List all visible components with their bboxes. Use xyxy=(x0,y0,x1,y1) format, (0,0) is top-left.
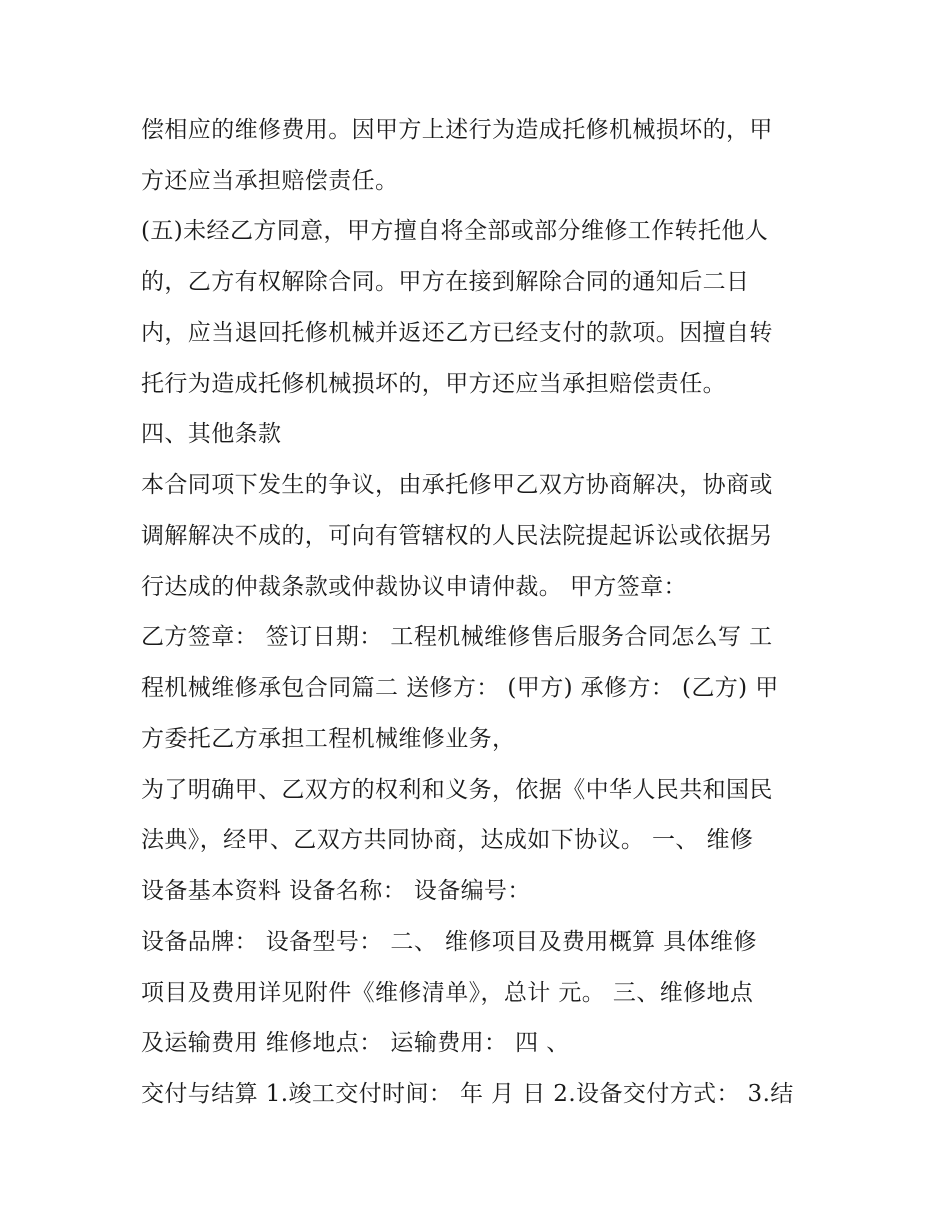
text-line: 托行为造成托修机械损坏的，甲方还应当承担赔偿责任。 xyxy=(141,371,726,397)
text-line: 法典》，经甲、乙双方共同协商，达成如下协议。 一、 维修 xyxy=(141,827,754,853)
text-line: 设备品牌： 设备型号： 二、 维修项目及费用概算 具体维修 xyxy=(141,929,757,955)
text-line: 乙方签章： 签订日期： 工程机械维修售后服务合同怎么写 工 xyxy=(141,624,773,650)
text-line: 方还应当承担赔偿责任。 xyxy=(141,168,399,194)
text-line: 为了明确甲、乙双方的权利和义务，依据《中华人民共和国民 xyxy=(141,777,773,803)
text-line: 本合同项下发生的争议，由承托修甲乙双方协商解决，协商或 xyxy=(141,472,773,498)
text-line: 的，乙方有权解除合同。甲方在接到解除合同的通知后二日 xyxy=(141,269,750,295)
text-line: 项目及费用详见附件《维修清单》，总计 元。 三、维修地点 xyxy=(141,980,754,1006)
text-line: 及运输费用 维修地点： 运输费用： 四 、 xyxy=(141,1030,570,1056)
section-heading: 四、其他条款 xyxy=(141,421,282,447)
text-line: 设备基本资料 设备名称： 设备编号： xyxy=(141,878,531,904)
text-line: 交付与结算 1.竣工交付时间： 年 月 日 2.设备交付方式： 3.结 xyxy=(141,1081,794,1107)
text-line: 偿相应的维修费用。因甲方上述行为造成托修机械损坏的，甲 xyxy=(141,117,773,143)
text-line: 程机械维修承包合同篇二 送修方： (甲方) 承修方： (乙方) 甲 xyxy=(141,675,779,701)
text-line: 行达成的仲裁条款或仲裁协议申请仲裁。 甲方签章： xyxy=(141,574,687,600)
text-line: 内，应当退回托修机械并返还乙方已经支付的款项。因擅自转 xyxy=(141,320,773,346)
text-line: (五)未经乙方同意，甲方擅自将全部或部分维修工作转托他人 xyxy=(141,218,769,244)
text-line: 调解解决不成的，可向有管辖权的人民法院提起诉讼或依据另 xyxy=(141,523,773,549)
text-line: 方委托乙方承担工程机械维修业务， xyxy=(141,726,516,752)
